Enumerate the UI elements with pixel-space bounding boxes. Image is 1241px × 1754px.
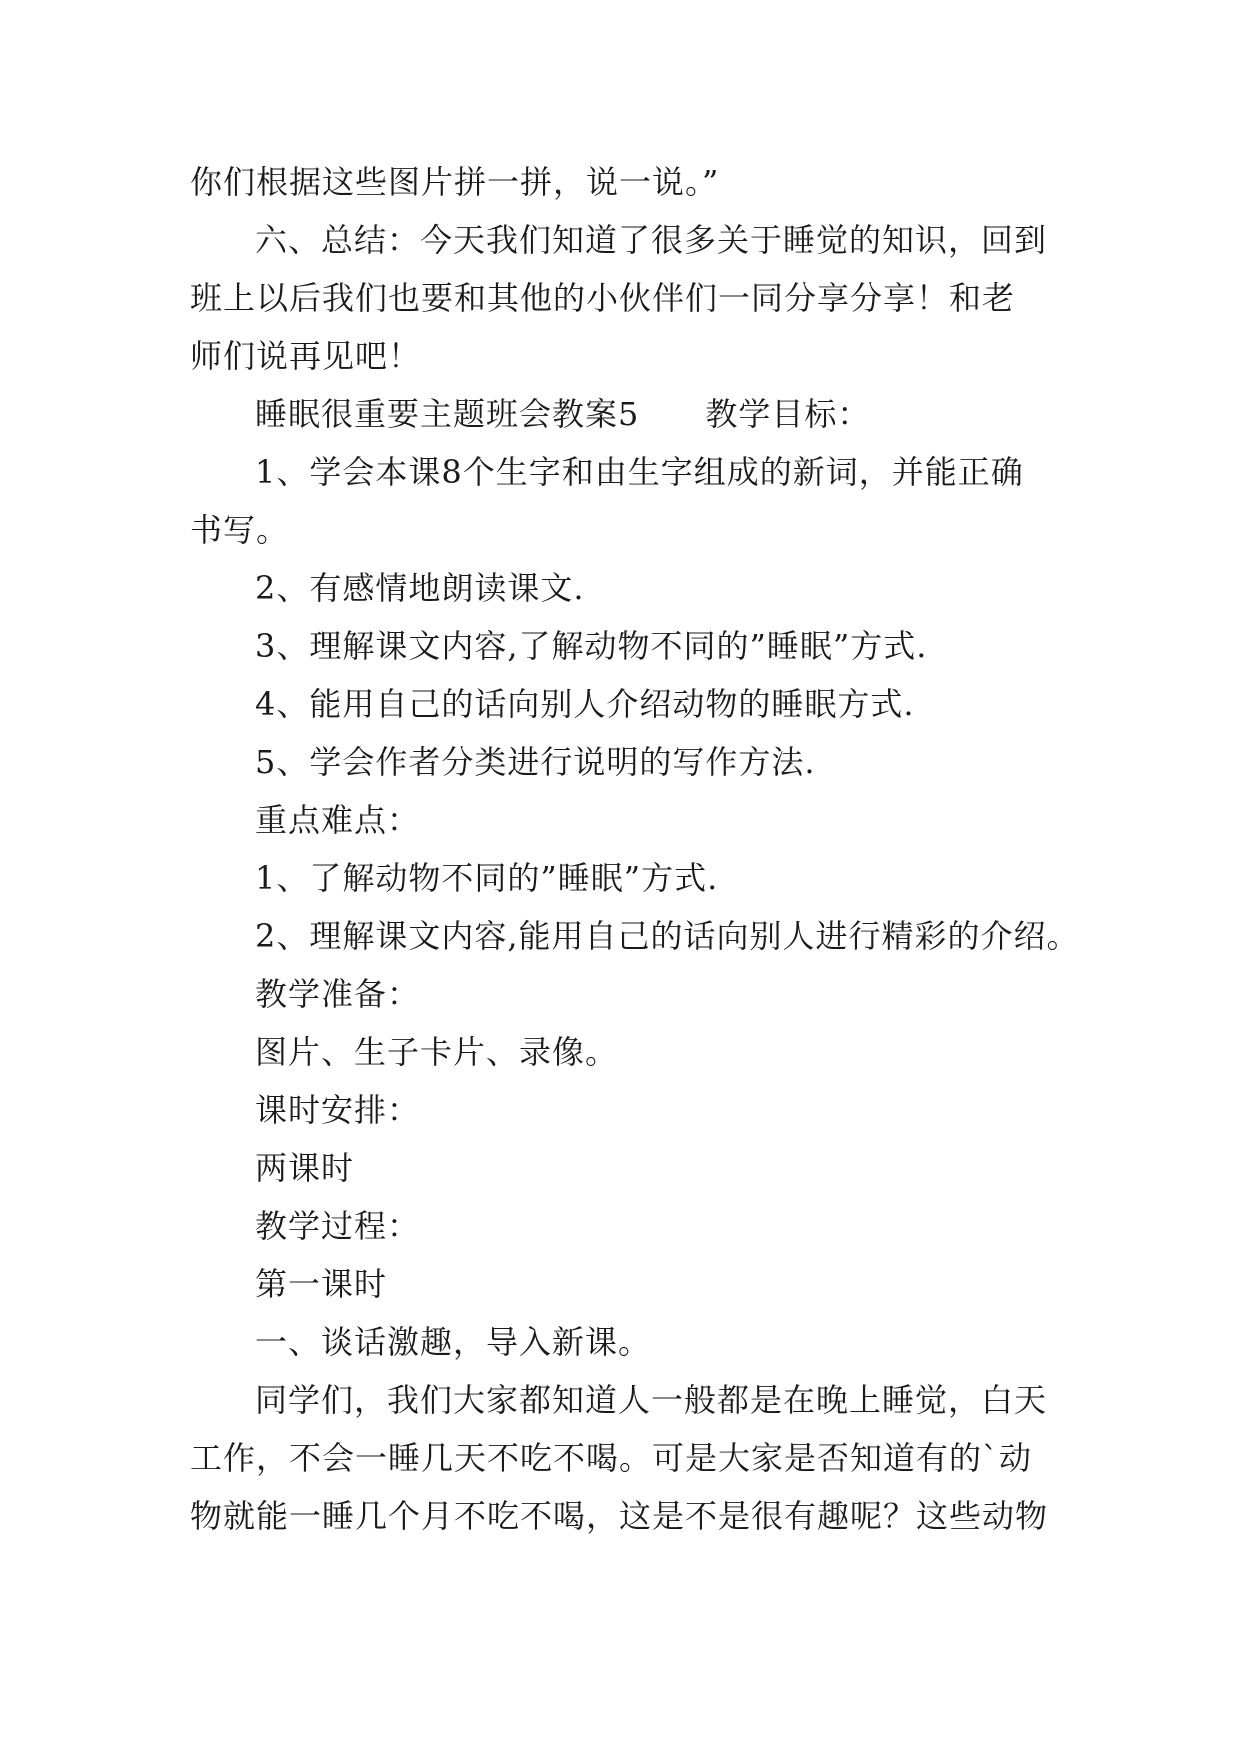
list-item: 5、学会作者分类进行说明的写作方法. bbox=[255, 743, 816, 781]
paragraph-line: 你们根据这些图片拼一拼，说一说。” bbox=[190, 163, 720, 201]
list-item: 4、能用自己的话向别人介绍动物的睡眠方式. bbox=[255, 685, 915, 723]
paragraph-line: 同学们，我们大家都知道人一般都是在晚上睡觉，白天 bbox=[255, 1381, 1048, 1419]
paragraph-line: 物就能一睡几个月不吃不喝，这是不是很有趣呢？这些动物 bbox=[190, 1497, 1049, 1535]
list-item: 3、理解课文内容,了解动物不同的”睡眠”方式. bbox=[255, 627, 928, 665]
paragraph-line: 师们说再见吧！ bbox=[190, 337, 422, 375]
paragraph-line: 一、谈话激趣，导入新课。 bbox=[255, 1323, 652, 1361]
section-heading: 教学准备： bbox=[255, 975, 421, 1013]
section-heading: 睡眠很重要主题班会教案5 教学目标： bbox=[255, 395, 871, 433]
list-item: 1、学会本课8个生字和由生字组成的新词，并能正确 bbox=[255, 453, 1024, 491]
list-item-continuation: 书写。 bbox=[190, 511, 290, 549]
paragraph-line: 六、总结：今天我们知道了很多关于睡觉的知识，回到 bbox=[255, 221, 1048, 259]
paragraph-line: 图片、生子卡片、录像。 bbox=[255, 1033, 619, 1071]
section-heading: 重点难点： bbox=[255, 801, 421, 839]
list-item: 2、有感情地朗读课文. bbox=[255, 569, 585, 607]
section-heading: 教学过程： bbox=[255, 1207, 421, 1245]
paragraph-line: 工作，不会一睡几天不吃不喝。可是大家是否知道有的`动 bbox=[190, 1439, 1033, 1477]
section-heading: 第一课时 bbox=[255, 1265, 388, 1303]
paragraph-line: 班上以后我们也要和其他的小伙伴们一同分享分享！和老 bbox=[190, 279, 1016, 317]
paragraph-line: 两课时 bbox=[255, 1149, 355, 1187]
list-item: 2、理解课文内容,能用自己的话向别人进行精彩的介绍。 bbox=[255, 917, 1080, 955]
section-heading: 课时安排： bbox=[255, 1091, 421, 1129]
list-item: 1、了解动物不同的”睡眠”方式. bbox=[255, 859, 719, 897]
